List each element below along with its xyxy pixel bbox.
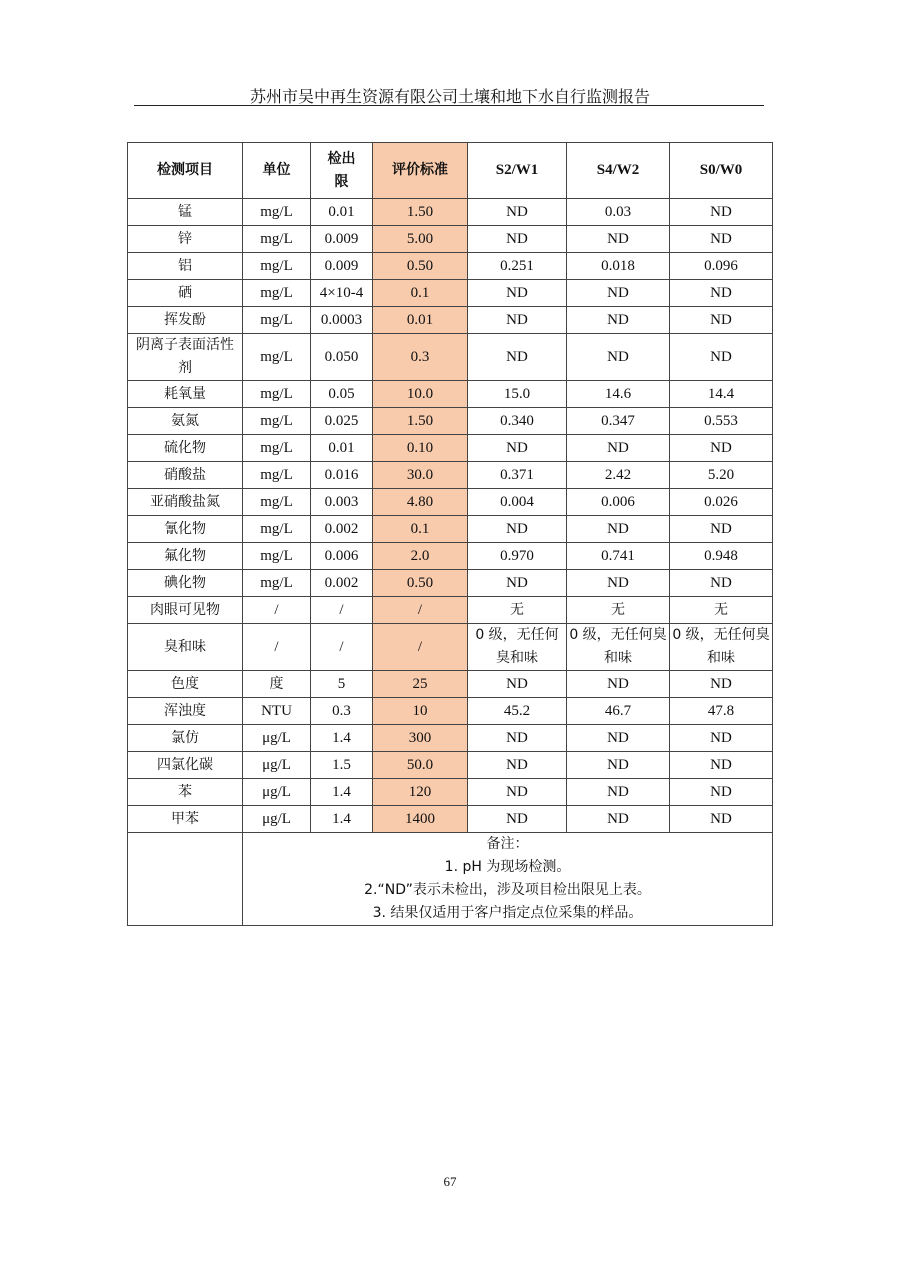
result-s2-w1-cell: 0.340 — [468, 408, 567, 435]
item-name-cell: 甲苯 — [128, 806, 243, 833]
standard-cell: 0.50 — [373, 253, 468, 280]
table-header-row — [128, 143, 773, 199]
monitoring-results-table — [127, 142, 773, 926]
standard-cell: 0.10 — [373, 435, 468, 462]
table-row — [128, 752, 773, 779]
standard-cell: 10 — [373, 698, 468, 725]
standard-cell: 1400 — [373, 806, 468, 833]
result-s2-w1-cell: 0.371 — [468, 462, 567, 489]
result-s4-w2-cell: ND — [567, 280, 670, 307]
note-line: 3. 结果仅适用于客户指定点位采集的样品。 — [372, 905, 643, 921]
notes-spacer-cell — [128, 833, 243, 926]
detection-limit-cell: 0.003 — [311, 489, 373, 516]
detection-limit-cell: 5 — [311, 671, 373, 698]
note-heading: 备注： — [486, 836, 529, 852]
column-header-s0-w0: S0/W0 — [670, 143, 773, 199]
result-s0-w0-cell: ND — [670, 570, 773, 597]
result-s0-w0-cell: ND — [670, 199, 773, 226]
detection-limit-cell: 0.0003 — [311, 307, 373, 334]
detection-limit-cell: 1.5 — [311, 752, 373, 779]
item-name-cell: 氰化物 — [128, 516, 243, 543]
standard-cell: 50.0 — [373, 752, 468, 779]
unit-cell: mg/L — [243, 570, 311, 597]
table-row — [128, 199, 773, 226]
detection-limit-cell: 0.025 — [311, 408, 373, 435]
result-s4-w2-cell: 46.7 — [567, 698, 670, 725]
report-title: 苏州市吴中再生资源有限公司土壤和地下水自行监测报告 — [249, 87, 650, 106]
standard-cell: 120 — [373, 779, 468, 806]
standard-cell: / — [373, 624, 468, 671]
result-s2-w1-cell: 无 — [468, 597, 567, 624]
result-s0-w0-cell: 47.8 — [670, 698, 773, 725]
item-name-cell: 碘化物 — [128, 570, 243, 597]
item-name-cell: 氨氮 — [128, 408, 243, 435]
item-name-cell: 耗氧量 — [128, 381, 243, 408]
result-s2-w1-cell: ND — [468, 671, 567, 698]
result-s4-w2-cell: 0.03 — [567, 199, 670, 226]
result-s0-w0-cell: ND — [670, 806, 773, 833]
result-s4-w2-cell: ND — [567, 516, 670, 543]
result-s4-w2-cell: 14.6 — [567, 381, 670, 408]
result-s4-w2-cell: ND — [567, 752, 670, 779]
result-s2-w1-cell: ND — [468, 280, 567, 307]
table-row — [128, 435, 773, 462]
item-name-cell: 阴离子表面活性剂 — [128, 334, 243, 381]
result-s2-w1-cell: 0.004 — [468, 489, 567, 516]
result-s0-w0-cell: ND — [670, 516, 773, 543]
table-row — [128, 408, 773, 435]
item-name-cell: 硝酸盐 — [128, 462, 243, 489]
item-name-cell: 色度 — [128, 671, 243, 698]
standard-cell: 4.80 — [373, 489, 468, 516]
standard-cell: 0.3 — [373, 334, 468, 381]
detection-limit-cell: 0.006 — [311, 543, 373, 570]
unit-cell: mg/L — [243, 516, 311, 543]
result-s4-w2-cell: ND — [567, 779, 670, 806]
result-s0-w0-cell: 无 — [670, 597, 773, 624]
unit-cell: mg/L — [243, 543, 311, 570]
result-s0-w0-cell: 14.4 — [670, 381, 773, 408]
result-s4-w2-cell: ND — [567, 307, 670, 334]
result-s4-w2-cell: 0.018 — [567, 253, 670, 280]
table-row — [128, 543, 773, 570]
result-s4-w2-cell: ND — [567, 226, 670, 253]
result-s2-w1-cell: 15.0 — [468, 381, 567, 408]
detection-limit-cell: 0.3 — [311, 698, 373, 725]
detection-limit-cell: 0.050 — [311, 334, 373, 381]
unit-cell: mg/L — [243, 280, 311, 307]
result-s0-w0-cell: 0.026 — [670, 489, 773, 516]
detection-limit-cell: 0.01 — [311, 435, 373, 462]
header-divider — [134, 105, 764, 106]
notes-row — [128, 833, 773, 926]
detection-limit-cell: 4×10-4 — [311, 280, 373, 307]
result-s0-w0-cell: 5.20 — [670, 462, 773, 489]
result-s2-w1-cell: ND — [468, 334, 567, 381]
unit-cell: mg/L — [243, 334, 311, 381]
table-row — [128, 226, 773, 253]
detection-limit-cell: 0.016 — [311, 462, 373, 489]
result-s2-w1-cell: ND — [468, 516, 567, 543]
item-name-cell: 臭和味 — [128, 624, 243, 671]
table-row — [128, 806, 773, 833]
result-s4-w2-cell: 0.347 — [567, 408, 670, 435]
result-s2-w1-cell: 45.2 — [468, 698, 567, 725]
standard-cell: 0.1 — [373, 516, 468, 543]
table-row — [128, 570, 773, 597]
unit-cell: mg/L — [243, 253, 311, 280]
table-row — [128, 381, 773, 408]
item-name-cell: 四氯化碳 — [128, 752, 243, 779]
note-line: 1. pH 为现场检测。 — [444, 859, 571, 875]
result-s2-w1-cell: ND — [468, 226, 567, 253]
result-s4-w2-cell: 无 — [567, 597, 670, 624]
result-s2-w1-cell: 0.251 — [468, 253, 567, 280]
detection-limit-cell: 0.009 — [311, 226, 373, 253]
notes-cell — [243, 833, 773, 926]
result-s0-w0-cell: ND — [670, 779, 773, 806]
result-s2-w1-cell: ND — [468, 199, 567, 226]
item-name-cell: 肉眼可见物 — [128, 597, 243, 624]
result-s4-w2-cell: ND — [567, 334, 670, 381]
result-s0-w0-cell: ND — [670, 280, 773, 307]
result-s2-w1-cell: 0.970 — [468, 543, 567, 570]
standard-cell: 30.0 — [373, 462, 468, 489]
result-s0-w0-cell: ND — [670, 671, 773, 698]
result-s4-w2-cell: ND — [567, 671, 670, 698]
result-s0-w0-cell: ND — [670, 334, 773, 381]
unit-cell: mg/L — [243, 489, 311, 516]
result-s2-w1-cell: ND — [468, 806, 567, 833]
table-row — [128, 462, 773, 489]
unit-cell: mg/L — [243, 307, 311, 334]
column-header-s2-w1: S2/W1 — [468, 143, 567, 199]
item-name-cell: 锌 — [128, 226, 243, 253]
standard-cell: 0.50 — [373, 570, 468, 597]
table-row — [128, 307, 773, 334]
detection-limit-cell: 0.01 — [311, 199, 373, 226]
unit-cell: μg/L — [243, 806, 311, 833]
detection-limit-cell: 1.4 — [311, 806, 373, 833]
detection-limit-cell: 0.002 — [311, 570, 373, 597]
column-header-standard: 评价标准 — [373, 143, 468, 199]
table-row — [128, 698, 773, 725]
table-row — [128, 280, 773, 307]
detection-limit-cell: / — [311, 624, 373, 671]
result-s2-w1-cell: ND — [468, 570, 567, 597]
standard-cell: 300 — [373, 725, 468, 752]
table-body — [128, 199, 773, 833]
column-header-item: 检测项目 — [128, 143, 243, 199]
table-row — [128, 725, 773, 752]
standard-cell: 0.1 — [373, 280, 468, 307]
unit-cell: mg/L — [243, 435, 311, 462]
standard-cell: / — [373, 597, 468, 624]
item-name-cell: 挥发酚 — [128, 307, 243, 334]
table-row — [128, 516, 773, 543]
standard-cell: 25 — [373, 671, 468, 698]
unit-cell: / — [243, 624, 311, 671]
unit-cell: mg/L — [243, 199, 311, 226]
unit-cell: mg/L — [243, 408, 311, 435]
unit-cell: mg/L — [243, 462, 311, 489]
standard-cell: 1.50 — [373, 199, 468, 226]
detection-limit-cell: 0.002 — [311, 516, 373, 543]
item-name-cell: 氯仿 — [128, 725, 243, 752]
item-name-cell: 浑浊度 — [128, 698, 243, 725]
item-name-cell: 锰 — [128, 199, 243, 226]
detection-limit-cell: 0.05 — [311, 381, 373, 408]
result-s0-w0-cell: 0.948 — [670, 543, 773, 570]
result-s4-w2-cell: ND — [567, 570, 670, 597]
item-name-cell: 硒 — [128, 280, 243, 307]
table-row — [128, 334, 773, 381]
result-s4-w2-cell: ND — [567, 806, 670, 833]
table-row — [128, 489, 773, 516]
result-s4-w2-cell: 0 级，无任何臭和味 — [567, 624, 670, 671]
result-s0-w0-cell: ND — [670, 752, 773, 779]
standard-cell: 1.50 — [373, 408, 468, 435]
detection-limit-cell: 1.4 — [311, 725, 373, 752]
unit-cell: NTU — [243, 698, 311, 725]
result-s0-w0-cell: 0.553 — [670, 408, 773, 435]
result-s0-w0-cell: ND — [670, 307, 773, 334]
note-line: 2.“ND”表示未检出，涉及项目检出限见上表。 — [364, 882, 651, 898]
detection-limit-cell: / — [311, 597, 373, 624]
unit-cell: mg/L — [243, 226, 311, 253]
unit-cell: μg/L — [243, 752, 311, 779]
unit-cell: μg/L — [243, 779, 311, 806]
standard-cell: 10.0 — [373, 381, 468, 408]
result-s4-w2-cell: 2.42 — [567, 462, 670, 489]
unit-cell: / — [243, 597, 311, 624]
result-s0-w0-cell: 0 级，无任何臭和味 — [670, 624, 773, 671]
standard-cell: 2.0 — [373, 543, 468, 570]
detection-limit-cell: 0.009 — [311, 253, 373, 280]
result-s4-w2-cell: ND — [567, 435, 670, 462]
unit-cell: μg/L — [243, 725, 311, 752]
result-s2-w1-cell: ND — [468, 752, 567, 779]
column-header-limit: 检出限 — [311, 143, 373, 199]
unit-cell: 度 — [243, 671, 311, 698]
table-row — [128, 779, 773, 806]
result-s4-w2-cell: 0.006 — [567, 489, 670, 516]
item-name-cell: 氟化物 — [128, 543, 243, 570]
column-header-unit: 单位 — [243, 143, 311, 199]
unit-cell: mg/L — [243, 381, 311, 408]
page-number: 67 — [443, 1174, 457, 1189]
result-s2-w1-cell: ND — [468, 435, 567, 462]
column-header-s4-w2: S4/W2 — [567, 143, 670, 199]
table-row — [128, 253, 773, 280]
table-row — [128, 597, 773, 624]
result-s4-w2-cell: ND — [567, 725, 670, 752]
result-s2-w1-cell: ND — [468, 725, 567, 752]
result-s2-w1-cell: ND — [468, 779, 567, 806]
table-row — [128, 671, 773, 698]
standard-cell: 0.01 — [373, 307, 468, 334]
result-s2-w1-cell: ND — [468, 307, 567, 334]
item-name-cell: 苯 — [128, 779, 243, 806]
result-s0-w0-cell: ND — [670, 435, 773, 462]
result-s4-w2-cell: 0.741 — [567, 543, 670, 570]
result-s0-w0-cell: ND — [670, 725, 773, 752]
result-s2-w1-cell: 0 级，无任何臭和味 — [468, 624, 567, 671]
detection-limit-cell: 1.4 — [311, 779, 373, 806]
item-name-cell: 铝 — [128, 253, 243, 280]
table-row — [128, 624, 773, 671]
standard-cell: 5.00 — [373, 226, 468, 253]
result-s0-w0-cell: ND — [670, 226, 773, 253]
result-s0-w0-cell: 0.096 — [670, 253, 773, 280]
item-name-cell: 硫化物 — [128, 435, 243, 462]
item-name-cell: 亚硝酸盐氮 — [128, 489, 243, 516]
